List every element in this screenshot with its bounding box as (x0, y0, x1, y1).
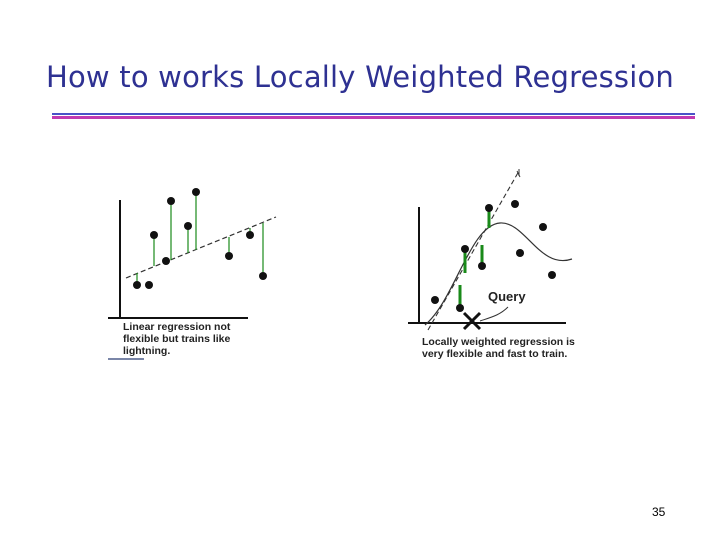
query-marker (464, 313, 480, 329)
data-point (259, 272, 267, 280)
data-point (192, 188, 200, 196)
data-point (133, 281, 141, 289)
data-point (167, 197, 175, 205)
data-point (539, 223, 547, 231)
data-point (485, 204, 493, 212)
caption-line: flexible but trains like (123, 333, 231, 345)
regression-line (126, 217, 276, 278)
locally-weighted-caption (422, 336, 592, 360)
page-number: 35 (652, 505, 666, 519)
linear-regression-caption (123, 321, 273, 357)
data-point (478, 262, 486, 270)
data-point (461, 245, 469, 253)
data-point (516, 249, 524, 257)
caption-line: very flexible and fast to train. (422, 348, 568, 360)
query-pointer (480, 307, 508, 321)
data-points (133, 188, 267, 289)
local-linear-fit (428, 171, 519, 330)
data-point (511, 200, 519, 208)
caption-line: Locally weighted regression is (422, 336, 575, 348)
data-point (150, 231, 158, 239)
data-point (145, 281, 153, 289)
data-point (246, 231, 254, 239)
data-point (431, 296, 439, 304)
title-divider-magenta (52, 116, 695, 119)
weighted-residuals (460, 208, 489, 308)
caption-line: Linear regression not (123, 321, 231, 333)
title-divider-blue (52, 113, 695, 115)
data-point (225, 252, 233, 260)
query-label: Query (488, 289, 526, 304)
data-point (548, 271, 556, 279)
caption-line: lightning. (123, 345, 171, 357)
locally-weighted-regression-figure (400, 165, 590, 365)
data-point (162, 257, 170, 265)
data-point (184, 222, 192, 230)
slide-title: How to works Locally Weighted Regression (45, 60, 675, 94)
data-point (456, 304, 464, 312)
